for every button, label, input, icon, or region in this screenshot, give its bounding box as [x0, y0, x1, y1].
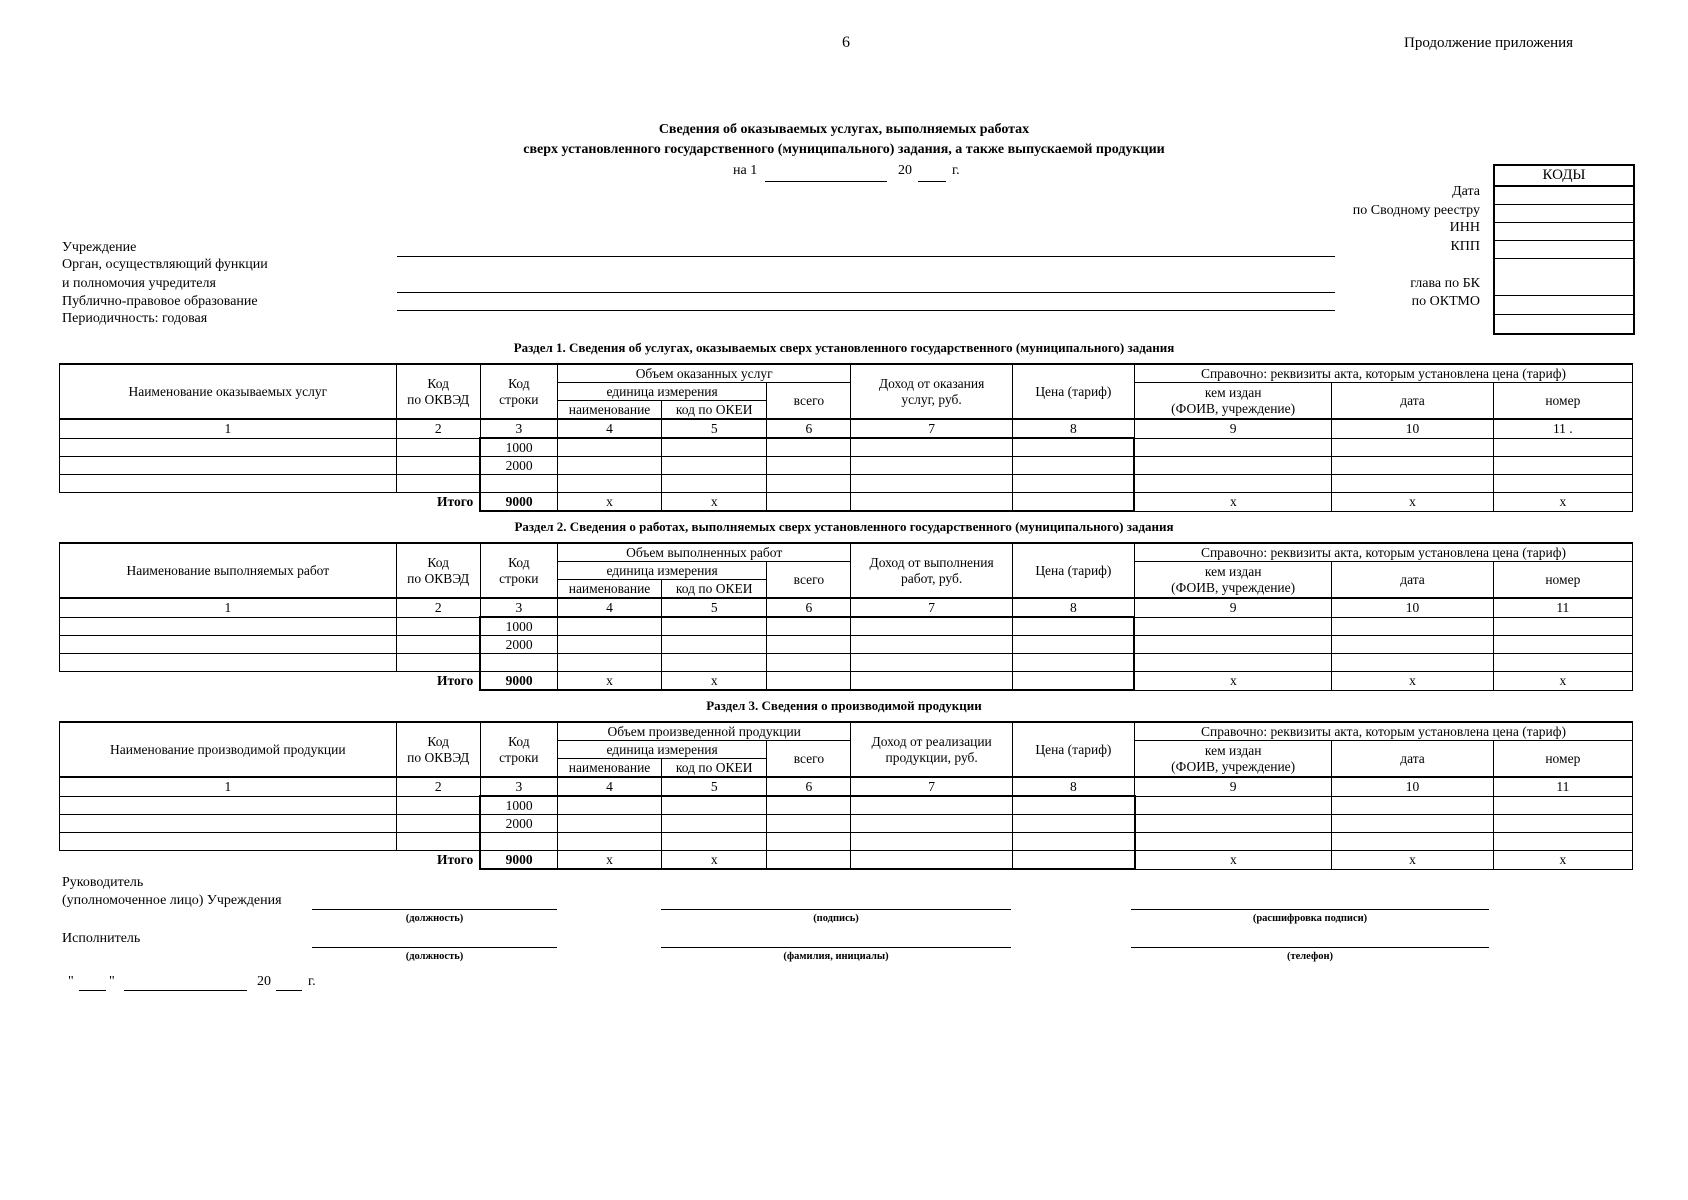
- col-number-6: 6: [767, 777, 851, 796]
- col-number-9: 9: [1135, 777, 1332, 796]
- row-name-cell[interactable]: [60, 636, 397, 654]
- row-issued-by-cell[interactable]: [1134, 457, 1331, 475]
- total-price-cell[interactable]: [1012, 851, 1134, 870]
- col-number-1: 1: [60, 777, 397, 796]
- col-number-5: 5: [662, 419, 767, 438]
- row-name-cell[interactable]: [60, 654, 397, 672]
- total-unit-okei-x: x: [662, 851, 767, 870]
- col-unit-okei-header: код по ОКЕИ: [662, 759, 767, 778]
- total-sum-cell[interactable]: [767, 851, 851, 870]
- row-issued-by-cell[interactable]: [1134, 475, 1331, 493]
- row-date-cell[interactable]: [1332, 636, 1493, 654]
- code-cell-oktmo[interactable]: [1494, 296, 1634, 315]
- row-price-cell[interactable]: [1012, 636, 1134, 654]
- total-unit-okei-x: x: [662, 493, 767, 512]
- col-income-header-line2: продукции, руб.: [885, 749, 978, 765]
- col-okved-header-line2: по ОКВЭД: [407, 749, 470, 765]
- col-number-4: 4: [557, 598, 661, 617]
- total-income-cell[interactable]: [851, 493, 1012, 512]
- col-unit-name-header: наименование: [557, 759, 661, 778]
- row-okved-cell[interactable]: [396, 796, 480, 815]
- col-okved-header: [396, 722, 480, 777]
- row-unit-name-cell[interactable]: [557, 438, 661, 457]
- total-label: Итого: [60, 493, 481, 512]
- col-number-4: 4: [557, 419, 661, 438]
- sign-date-quote-open: ": [68, 974, 74, 989]
- sign-date-quote-close: ": [109, 974, 115, 989]
- row-issued-by-cell[interactable]: [1135, 815, 1332, 833]
- section-1-title: Раздел 1. Сведения об услугах, оказываемых сверх установленного государственного (муниципального) задания: [513, 340, 1175, 355]
- col-number-3: 3: [480, 777, 557, 796]
- row-line-code: 2000: [480, 457, 557, 475]
- row-income-cell[interactable]: [851, 475, 1012, 493]
- col-income-header-line1: Доход от выполнения: [869, 554, 994, 570]
- head-position-caption: (должность): [405, 913, 464, 924]
- code-cell-inn[interactable]: [1494, 223, 1634, 241]
- col-okved-header-line1: Код: [427, 733, 449, 749]
- row-price-cell[interactable]: [1012, 475, 1134, 493]
- col-line-code-header-line1: Код: [508, 733, 530, 749]
- col-number-10: 10: [1332, 777, 1493, 796]
- sign-date-day-field[interactable]: [79, 990, 106, 991]
- doc-title-line2: сверх установленного государственного (муниципального) задания, а также выпускаемой продукции: [523, 142, 1165, 157]
- row-date-cell[interactable]: [1332, 815, 1493, 833]
- row-unit-okei-cell[interactable]: [662, 654, 767, 672]
- row-number-cell[interactable]: [1493, 833, 1632, 851]
- row-total-cell[interactable]: [767, 475, 851, 493]
- row-issued-by-cell[interactable]: [1135, 796, 1332, 815]
- col-number-9: 9: [1134, 419, 1331, 438]
- col-issued-by-header: [1134, 383, 1331, 420]
- col-volume-header: Объем оказанных услуг: [557, 364, 851, 383]
- col-income-header-line1: Доход от оказания: [878, 375, 985, 391]
- row-okved-cell[interactable]: [396, 475, 480, 493]
- row-total-cell[interactable]: [767, 833, 851, 851]
- col-line-code-header-line2: строки: [499, 570, 539, 586]
- row-unit-okei-cell[interactable]: [662, 617, 767, 636]
- row-date-cell[interactable]: [1332, 457, 1493, 475]
- codes-label-oktmo: по ОКТМО: [1411, 294, 1480, 309]
- section-1-table: [59, 363, 1633, 512]
- row-unit-okei-cell[interactable]: [662, 833, 767, 851]
- row-name-cell[interactable]: [60, 833, 397, 851]
- row-issued-by-cell[interactable]: [1134, 636, 1331, 654]
- row-unit-name-cell[interactable]: [557, 457, 661, 475]
- col-number-3: 3: [480, 598, 557, 617]
- codes-label-inn: ИНН: [1449, 220, 1480, 235]
- total-sum-cell[interactable]: [767, 493, 851, 512]
- total-sum-cell[interactable]: [767, 672, 851, 691]
- total-unit-name-x: x: [557, 493, 661, 512]
- row-unit-name-cell[interactable]: [557, 815, 661, 833]
- row-date-cell[interactable]: [1332, 475, 1493, 493]
- date-suffix: г.: [952, 163, 960, 178]
- row-line-code: 1000: [480, 617, 557, 636]
- row-issued-by-cell[interactable]: [1134, 438, 1331, 457]
- col-unit-name-header: наименование: [557, 401, 661, 420]
- total-number-x: x: [1493, 851, 1632, 870]
- row-name-cell[interactable]: [60, 815, 397, 833]
- col-issued-by-header: [1135, 741, 1332, 778]
- code-cell-date[interactable]: [1494, 186, 1634, 205]
- col-ref-header: Справочно: реквизиты акта, которым установлена цена (тариф): [1134, 364, 1632, 383]
- col-number-header: номер: [1493, 741, 1632, 778]
- col-date-header: дата: [1332, 383, 1493, 420]
- label-organ-line1: Орган, осуществляющий функции: [62, 257, 268, 272]
- row-unit-okei-cell[interactable]: [662, 457, 767, 475]
- col-unit-header: единица измерения: [557, 562, 766, 580]
- col-number-8: 8: [1012, 419, 1134, 438]
- row-line-code: 1000: [480, 438, 557, 457]
- col-number-7: 7: [851, 598, 1012, 617]
- col-number-6: 6: [767, 598, 851, 617]
- head-label-line2: (уполномоченное лицо) Учреждения: [62, 893, 282, 908]
- total-income-cell[interactable]: [851, 672, 1012, 691]
- head-signature-field[interactable]: [661, 909, 1011, 910]
- col-income-header-line1: Доход от реализации: [871, 733, 992, 749]
- row-income-cell[interactable]: [851, 654, 1012, 672]
- executor-phone-caption: (телефон): [1286, 951, 1334, 962]
- head-position-field[interactable]: [312, 909, 557, 910]
- label-organ-line2: и полномочия учредителя: [62, 276, 216, 291]
- executor-name-field[interactable]: [661, 947, 1011, 948]
- row-unit-name-cell[interactable]: [557, 617, 661, 636]
- date-year-field[interactable]: [918, 181, 946, 182]
- row-number-cell[interactable]: [1493, 654, 1632, 672]
- sign-date-year-field[interactable]: [276, 990, 302, 991]
- codes-label-kpp: КПП: [1450, 239, 1480, 254]
- total-line-code: 9000: [480, 493, 557, 512]
- row-okved-cell[interactable]: [396, 654, 480, 672]
- col-number-11: 11: [1493, 777, 1632, 796]
- row-price-cell[interactable]: [1012, 457, 1134, 475]
- row-total-cell[interactable]: [767, 438, 851, 457]
- row-unit-okei-cell[interactable]: [662, 475, 767, 493]
- date-day-month-field[interactable]: [765, 181, 887, 182]
- col-total-header: всего: [767, 741, 851, 778]
- label-institution: Учреждение: [62, 240, 137, 255]
- col-number-5: 5: [662, 777, 767, 796]
- row-number-cell[interactable]: [1493, 815, 1632, 833]
- col-number-10: 10: [1332, 598, 1493, 617]
- total-label: Итого: [60, 851, 481, 870]
- col-okved-header: [396, 364, 480, 419]
- row-line-code: [480, 654, 557, 672]
- row-income-cell[interactable]: [851, 636, 1012, 654]
- row-date-cell[interactable]: [1332, 617, 1493, 636]
- sign-date-suffix: г.: [308, 974, 316, 989]
- row-issued-by-cell[interactable]: [1135, 833, 1332, 851]
- total-number-x: x: [1493, 493, 1632, 512]
- total-price-cell[interactable]: [1012, 672, 1134, 691]
- date-prefix: на 1: [733, 163, 758, 178]
- row-name-cell[interactable]: [60, 438, 397, 457]
- col-total-header: всего: [767, 383, 851, 420]
- col-line-code-header-line1: Код: [508, 375, 530, 391]
- row-unit-okei-cell[interactable]: [662, 636, 767, 654]
- row-price-cell[interactable]: [1012, 654, 1134, 672]
- col-price-header: Цена (тариф): [1012, 364, 1134, 419]
- row-date-cell[interactable]: [1332, 833, 1493, 851]
- section-3-title: Раздел 3. Сведения о производимой продукции: [706, 698, 982, 713]
- row-okved-cell[interactable]: [396, 457, 480, 475]
- col-ref-header: Справочно: реквизиты акта, которым установлена цена (тариф): [1134, 543, 1632, 562]
- row-total-cell[interactable]: [767, 796, 851, 815]
- row-name-cell[interactable]: [60, 617, 397, 636]
- total-line-code: 9000: [480, 851, 557, 870]
- col-okved-header: [396, 543, 480, 598]
- total-income-cell[interactable]: [851, 851, 1012, 870]
- row-total-cell[interactable]: [767, 617, 851, 636]
- col-issued-by-header: [1134, 562, 1331, 599]
- row-total-cell[interactable]: [767, 636, 851, 654]
- col-income-header: [851, 364, 1012, 419]
- codes-header: КОДЫ: [1494, 165, 1634, 186]
- row-line-code: 1000: [480, 796, 557, 815]
- col-issued-by-header-line1: кем издан: [1204, 384, 1262, 400]
- col-issued-by-header-line1: кем издан: [1204, 742, 1262, 758]
- continuation-note: Продолжение приложения: [1404, 35, 1574, 51]
- doc-title-line1: Сведения об оказываемых услугах, выполняемых работах: [658, 122, 1030, 137]
- col-number-5: 5: [662, 598, 767, 617]
- row-price-cell[interactable]: [1012, 438, 1134, 457]
- col-okved-header-line2: по ОКВЭД: [407, 391, 470, 407]
- row-total-cell[interactable]: [767, 457, 851, 475]
- col-number-10: 10: [1332, 419, 1493, 438]
- col-line-code-header: [480, 543, 557, 598]
- row-issued-by-cell[interactable]: [1134, 617, 1331, 636]
- total-date-x: x: [1332, 672, 1493, 691]
- row-number-cell[interactable]: [1493, 617, 1632, 636]
- col-total-header: всего: [767, 562, 851, 599]
- total-date-x: x: [1332, 851, 1493, 870]
- sign-date-year-prefix: 20: [257, 974, 271, 989]
- col-number-header: номер: [1493, 383, 1632, 420]
- col-unit-header: единица измерения: [557, 383, 766, 401]
- total-issued-by-x: x: [1134, 493, 1331, 512]
- col-unit-header: единица измерения: [557, 741, 766, 759]
- col-price-header: Цена (тариф): [1012, 722, 1134, 777]
- total-line-code: 9000: [480, 672, 557, 691]
- col-issued-by-header-line2: (ФОИВ, учреждение): [1171, 579, 1296, 595]
- total-unit-name-x: x: [557, 672, 661, 691]
- col-income-header-line2: услуг, руб.: [901, 391, 962, 407]
- total-label: Итого: [60, 672, 481, 691]
- executor-name-caption: (фамилия, инициалы): [783, 951, 889, 962]
- row-unit-okei-cell[interactable]: [662, 815, 767, 833]
- row-unit-name-cell[interactable]: [557, 654, 661, 672]
- total-price-cell[interactable]: [1012, 493, 1134, 512]
- col-unit-okei-header: код по ОКЕИ: [662, 401, 767, 420]
- row-unit-name-cell[interactable]: [557, 475, 661, 493]
- row-line-code: 2000: [480, 636, 557, 654]
- organ-field[interactable]: [397, 292, 1335, 293]
- head-decoding-field[interactable]: [1131, 909, 1489, 910]
- row-unit-name-cell[interactable]: [557, 833, 661, 851]
- col-okved-header-line1: Код: [427, 554, 449, 570]
- col-unit-name-header: наименование: [557, 580, 661, 599]
- col-number-4: 4: [557, 777, 661, 796]
- row-unit-okei-cell[interactable]: [662, 796, 767, 815]
- col-issued-by-header-line1: кем издан: [1204, 563, 1262, 579]
- row-number-cell[interactable]: [1493, 636, 1632, 654]
- institution-field[interactable]: [397, 256, 1335, 257]
- public-entity-field[interactable]: [397, 310, 1335, 311]
- row-income-cell[interactable]: [851, 796, 1012, 815]
- head-label-line1: Руководитель: [62, 875, 144, 890]
- col-number-6: 6: [767, 419, 851, 438]
- col-name-header: Наименование выполняемых работ: [60, 543, 397, 598]
- section-3-table: [59, 721, 1633, 870]
- total-issued-by-x: x: [1135, 851, 1332, 870]
- total-date-x: x: [1332, 493, 1493, 512]
- col-line-code-header: [480, 364, 557, 419]
- total-unit-okei-x: x: [662, 672, 767, 691]
- col-number-3: 3: [480, 419, 557, 438]
- col-ref-header: Справочно: реквизиты акта, которым установлена цена (тариф): [1135, 722, 1633, 741]
- label-periodicity: Периодичность: годовая: [62, 311, 208, 326]
- col-okved-header-line1: Код: [427, 375, 449, 391]
- section-2-title: Раздел 2. Сведения о работах, выполняемых сверх установленного государственного (муниципального) задания: [514, 519, 1174, 534]
- row-issued-by-cell[interactable]: [1134, 654, 1331, 672]
- row-name-cell[interactable]: [60, 796, 397, 815]
- total-unit-name-x: x: [557, 851, 661, 870]
- row-unit-name-cell[interactable]: [557, 796, 661, 815]
- sign-date-month-field[interactable]: [124, 990, 247, 991]
- col-number-2: 2: [396, 598, 480, 617]
- row-line-code: [480, 833, 557, 851]
- codes-label-registry: по Сводному реестру: [1352, 203, 1480, 218]
- col-income-header-line2: работ, руб.: [901, 570, 963, 586]
- code-cell-budget-chapter[interactable]: [1494, 259, 1634, 296]
- code-cell-kpp[interactable]: [1494, 241, 1634, 259]
- col-line-code-header-line2: строки: [499, 749, 539, 765]
- row-date-cell[interactable]: [1332, 654, 1493, 672]
- col-income-header: [851, 543, 1012, 598]
- date-year-prefix: 20: [898, 163, 912, 178]
- col-number-8: 8: [1012, 777, 1134, 796]
- row-okved-cell[interactable]: [396, 438, 480, 457]
- col-number-9: 9: [1134, 598, 1331, 617]
- col-date-header: дата: [1332, 741, 1493, 778]
- row-price-cell[interactable]: [1012, 833, 1134, 851]
- col-name-header: Наименование оказываемых услуг: [60, 364, 397, 419]
- row-number-cell[interactable]: [1493, 457, 1632, 475]
- col-volume-header: Объем произведенной продукции: [557, 722, 851, 741]
- label-public-entity: Публично-правовое образование: [62, 294, 258, 309]
- row-okved-cell[interactable]: [396, 815, 480, 833]
- col-number-7: 7: [851, 419, 1012, 438]
- code-cell-registry[interactable]: [1494, 205, 1634, 223]
- row-income-cell[interactable]: [851, 617, 1012, 636]
- col-issued-by-header-line2: (ФОИВ, учреждение): [1171, 400, 1296, 416]
- col-number-header: номер: [1493, 562, 1632, 599]
- row-income-cell[interactable]: [851, 833, 1012, 851]
- col-okved-header-line2: по ОКВЭД: [407, 570, 470, 586]
- col-issued-by-header-line2: (ФОИВ, учреждение): [1171, 758, 1296, 774]
- col-number-8: 8: [1012, 598, 1134, 617]
- col-number-2: 2: [396, 777, 480, 796]
- col-income-header: [851, 722, 1012, 777]
- row-total-cell[interactable]: [767, 815, 851, 833]
- code-cell-periodicity[interactable]: [1494, 315, 1634, 335]
- row-price-cell[interactable]: [1012, 796, 1134, 815]
- row-price-cell[interactable]: [1012, 617, 1134, 636]
- total-number-x: x: [1493, 672, 1632, 691]
- executor-position-field[interactable]: [312, 947, 557, 948]
- col-number-11: 11 .: [1493, 419, 1632, 438]
- executor-label: Исполнитель: [62, 931, 141, 946]
- col-number-1: 1: [60, 598, 397, 617]
- codes-box: [1493, 164, 1635, 335]
- row-line-code: 2000: [480, 815, 557, 833]
- row-name-cell[interactable]: [60, 457, 397, 475]
- row-okved-cell[interactable]: [396, 617, 480, 636]
- row-unit-name-cell[interactable]: [557, 636, 661, 654]
- codes-label-date: Дата: [1452, 184, 1480, 199]
- codes-label-budget-chapter: глава по БК: [1410, 276, 1480, 291]
- col-date-header: дата: [1332, 562, 1493, 599]
- row-income-cell[interactable]: [851, 457, 1012, 475]
- col-volume-header: Объем выполненных работ: [557, 543, 851, 562]
- row-price-cell[interactable]: [1012, 815, 1134, 833]
- col-number-1: 1: [60, 419, 397, 438]
- row-number-cell[interactable]: [1493, 796, 1632, 815]
- col-name-header: Наименование производимой продукции: [60, 722, 397, 777]
- row-line-code: [480, 475, 557, 493]
- executor-phone-field[interactable]: [1131, 947, 1489, 948]
- head-decoding-caption: (расшифровка подписи): [1252, 913, 1368, 924]
- row-number-cell[interactable]: [1493, 438, 1632, 457]
- row-total-cell[interactable]: [767, 654, 851, 672]
- row-name-cell[interactable]: [60, 475, 397, 493]
- total-issued-by-x: x: [1134, 672, 1331, 691]
- row-okved-cell[interactable]: [396, 636, 480, 654]
- col-line-code-header-line1: Код: [508, 554, 530, 570]
- col-price-header: Цена (тариф): [1012, 543, 1134, 598]
- page-number: 6: [842, 34, 850, 51]
- row-income-cell[interactable]: [851, 438, 1012, 457]
- row-okved-cell[interactable]: [396, 833, 480, 851]
- col-number-7: 7: [851, 777, 1012, 796]
- row-income-cell[interactable]: [851, 815, 1012, 833]
- col-number-11: 11: [1493, 598, 1632, 617]
- col-line-code-header: [480, 722, 557, 777]
- col-line-code-header-line2: строки: [499, 391, 539, 407]
- head-signature-caption: (подпись): [813, 913, 859, 924]
- row-date-cell[interactable]: [1332, 796, 1493, 815]
- col-unit-okei-header: код по ОКЕИ: [662, 580, 767, 599]
- row-unit-okei-cell[interactable]: [662, 438, 767, 457]
- row-number-cell[interactable]: [1493, 475, 1632, 493]
- executor-position-caption: (должность): [405, 951, 464, 962]
- section-2-table: [59, 542, 1633, 691]
- col-number-2: 2: [396, 419, 480, 438]
- row-date-cell[interactable]: [1332, 438, 1493, 457]
